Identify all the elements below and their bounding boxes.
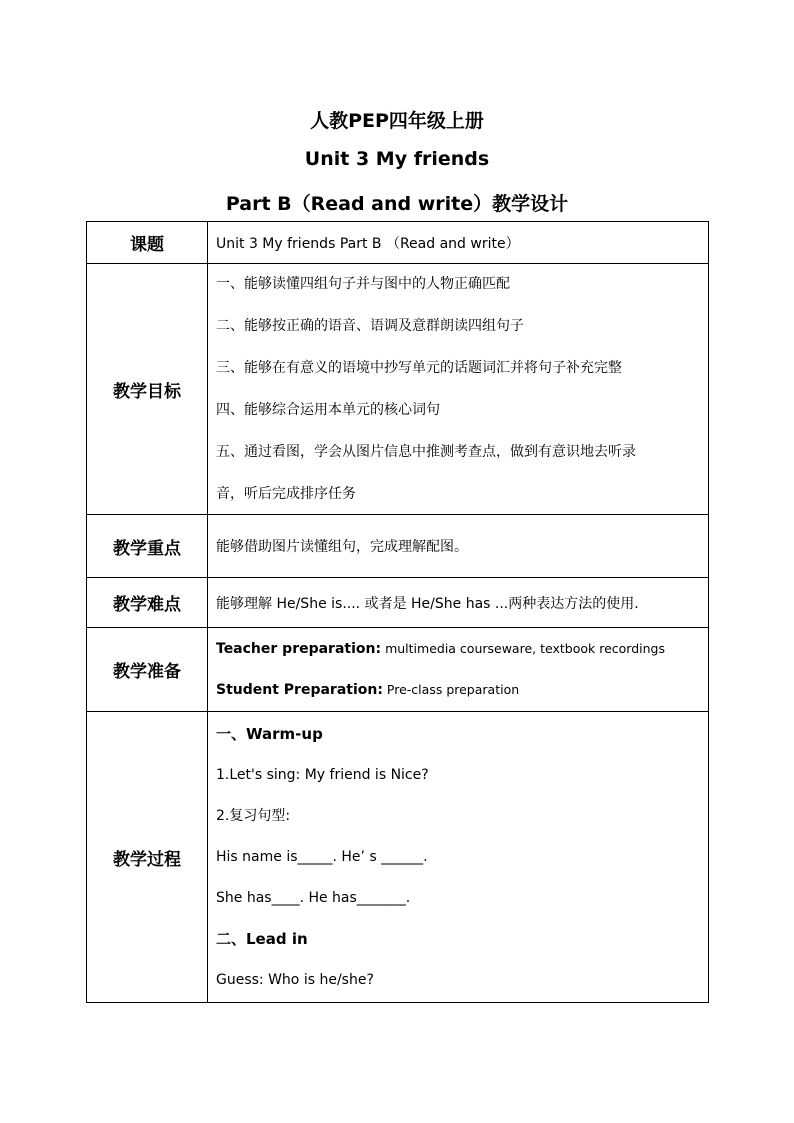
objective-item: 音，听后完成排序任务	[216, 486, 356, 502]
row-process	[87, 712, 709, 1003]
row-objectives	[87, 264, 709, 515]
lesson-plan-table	[86, 221, 709, 1003]
objective-item: 一、能够读懂四组句子并与图中的人物正确匹配	[216, 276, 510, 292]
objective-item: 三、能够在有意义的语境中抄写单元的话题词汇并将句子补充完整	[216, 360, 622, 376]
row-preparation	[87, 628, 709, 712]
topic-value: Unit 3 My friends Part B （Read and write）	[208, 222, 709, 264]
process-label: 教学过程	[87, 712, 208, 1003]
preparation-label: 教学准备	[87, 628, 208, 712]
review-activity: 2.复习句型:	[216, 808, 291, 824]
key-points-value: 能够借助图片读懂组句，完成理解配图。	[208, 515, 709, 578]
row-key-points	[87, 515, 709, 578]
document-title: 人教PEP四年级上册	[310, 110, 484, 132]
objectives-list	[208, 264, 709, 515]
key-points-label: 教学重点	[87, 515, 208, 578]
student-preparation-value: Pre-class preparation	[382, 682, 520, 697]
objective-item: 四、能够综合运用本单元的核心词句	[216, 402, 440, 418]
warmup-heading: 一、Warm-up	[216, 725, 323, 743]
row-difficulties	[87, 578, 709, 628]
leadin-heading: 二、Lead in	[216, 930, 308, 948]
topic-label: 课题	[87, 222, 208, 264]
unit-title: Unit 3 My friends	[304, 148, 490, 170]
difficulties-value: 能够理解 He/She is.... 或者是 He/She has ...两种表达方法的使用.	[208, 578, 709, 628]
guess-activity: Guess: Who is he/she?	[216, 972, 374, 988]
preparation-details	[208, 628, 709, 712]
objectives-label: 教学目标	[87, 264, 208, 515]
difficulties-label: 教学难点	[87, 578, 208, 628]
teacher-preparation-value: multimedia courseware, textbook recordings	[381, 641, 665, 656]
lesson-title: Part B（Read and write）教学设计	[225, 193, 569, 215]
process-details	[208, 712, 709, 1003]
row-topic	[87, 222, 709, 264]
objective-item: 五、通过看图，学会从图片信息中推测考查点，做到有意识地去听录	[216, 444, 636, 460]
sentence-pattern: His name is_____. He’ s ______.	[216, 849, 428, 865]
sing-activity: 1.Let's sing: My friend is Nice?	[216, 767, 429, 783]
student-preparation-label: Student Preparation:	[216, 682, 383, 698]
teacher-preparation-label: Teacher preparation:	[216, 641, 382, 657]
teacher-preparation	[216, 639, 704, 659]
student-preparation	[216, 680, 704, 700]
objective-item: 二、能够按正确的语音、语调及意群朗读四组句子	[216, 318, 524, 334]
sentence-pattern: She has____. He has_______.	[216, 890, 411, 906]
